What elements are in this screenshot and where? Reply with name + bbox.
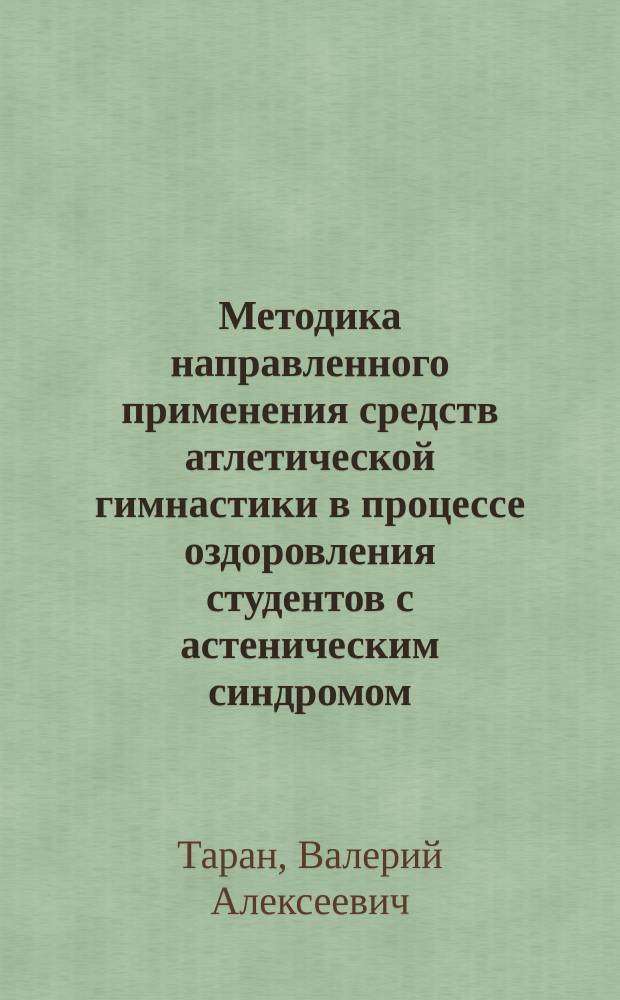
title-line: применения средств [121,386,499,432]
book-author [0,832,620,924]
author-line: Алексеевич [210,878,410,923]
title-line: оздоровления [184,527,436,573]
title-line: студентов с [206,574,414,620]
title-line: гимнастики в процессе [94,480,526,526]
title-line: астеническим [180,621,440,667]
title-line: атлетической [184,433,436,479]
title-line: направленного [170,339,450,385]
title-line: синдромом [208,668,412,714]
title-line: Методика [218,292,402,338]
book-title [0,292,620,715]
author-line: Таран, Валерий [177,832,443,877]
